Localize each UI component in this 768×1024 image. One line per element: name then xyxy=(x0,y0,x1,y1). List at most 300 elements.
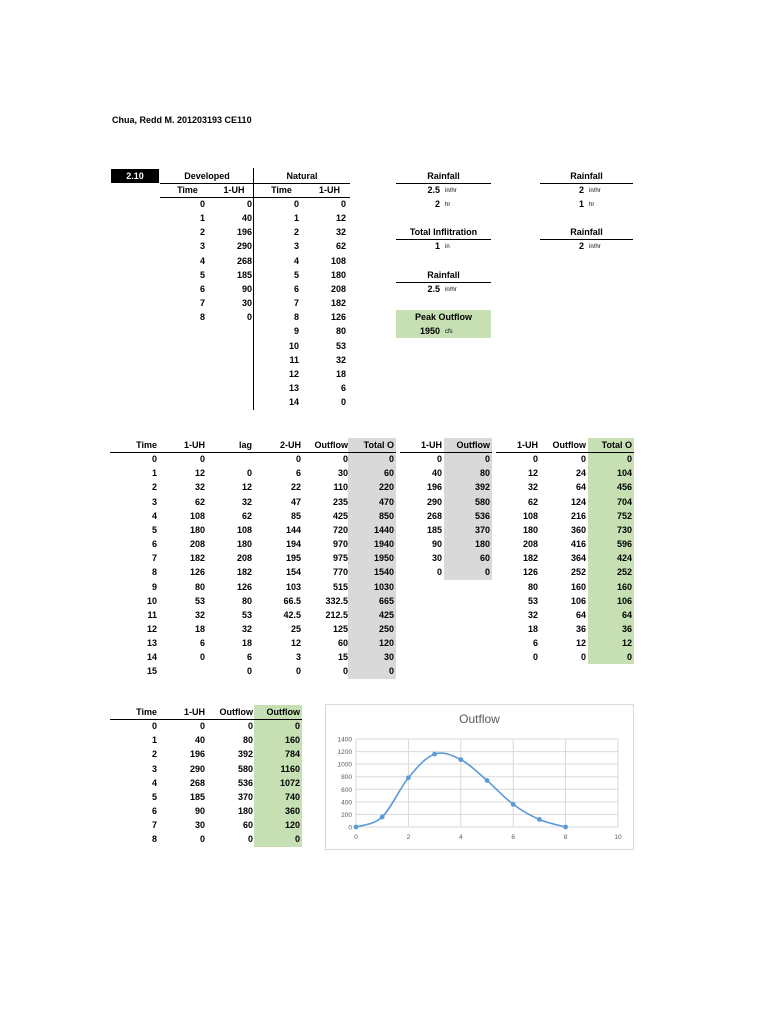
y-tick-label: 600 xyxy=(341,786,352,794)
lag-table-cell: 0 xyxy=(295,454,301,465)
right-table-cell: 104 xyxy=(616,468,632,479)
nat-uh-cell: 180 xyxy=(330,269,346,280)
right-table-cell: 80 xyxy=(527,581,538,592)
right-table-cell: 424 xyxy=(616,553,632,564)
right-table-cell: 180 xyxy=(522,524,538,535)
unit: in xyxy=(445,244,450,250)
bottom-table-header: Outflow xyxy=(219,707,253,717)
bottom-table-cell: 80 xyxy=(242,735,253,746)
lag-table-cell: 0 xyxy=(151,454,157,465)
mid-table-header: 1-UH xyxy=(420,440,442,450)
nat-time-cell: 6 xyxy=(293,283,299,294)
mid-table-cell: 392 xyxy=(474,482,490,493)
dev-time-cell: 2 xyxy=(199,227,205,238)
value: 1950 xyxy=(419,326,440,336)
lag-table-cell: 6 xyxy=(246,652,252,663)
bottom-table-cell: 392 xyxy=(237,749,253,760)
lag-table-cell: 110 xyxy=(333,482,348,493)
lag-table-cell: 1950 xyxy=(373,553,394,564)
right-table-cell: 64 xyxy=(575,482,586,493)
bottom-table-cell: 1160 xyxy=(280,763,300,774)
dev-time-cell: 1 xyxy=(199,213,205,224)
bottom-table-cell: 0 xyxy=(151,721,157,732)
dev-uh-cell: 0 xyxy=(246,312,252,323)
bottom-table-cell: 160 xyxy=(284,735,300,746)
y-tick-label: 200 xyxy=(341,811,352,819)
data-point xyxy=(485,778,490,783)
bottom-table-cell: 290 xyxy=(189,763,205,774)
value: 1 xyxy=(434,241,440,251)
bottom-table-cell: 1 xyxy=(151,735,157,746)
dev-uh-cell: 185 xyxy=(236,269,252,280)
dev-time-cell: 8 xyxy=(199,312,205,323)
lag-table-cell: 32 xyxy=(241,623,252,634)
value: 2.5 xyxy=(427,185,440,195)
lag-table-cell: 11 xyxy=(147,609,157,620)
lag-table-header: Total O xyxy=(363,440,394,450)
lag-table-cell: 125 xyxy=(332,623,348,634)
y-tick-label: 0 xyxy=(348,824,352,832)
lag-table-cell: 18 xyxy=(194,623,205,634)
lag-table-cell: 0 xyxy=(295,666,301,677)
lag-table-cell: 80 xyxy=(241,595,252,606)
x-tick-label: 6 xyxy=(511,834,516,841)
bottom-table-cell: 90 xyxy=(194,806,205,817)
bottom-table-cell: 7 xyxy=(151,820,157,831)
nat-time-cell: 2 xyxy=(293,227,299,238)
lag-table-cell: 1 xyxy=(151,468,157,479)
lag-table-cell: 0 xyxy=(388,666,394,677)
bottom-table-cell: 120 xyxy=(284,820,300,831)
right-table-cell: 208 xyxy=(522,539,538,550)
lag-table-cell: 182 xyxy=(236,567,252,578)
mid-table-cell: 90 xyxy=(431,539,442,550)
right-table-cell: 12 xyxy=(575,638,586,649)
lag-table-cell: 15 xyxy=(337,652,348,663)
lag-table-cell: 250 xyxy=(378,623,394,634)
lag-table-cell: 10 xyxy=(146,595,157,606)
lag-table-cell: 42.5 xyxy=(283,609,301,620)
nat-time-cell: 11 xyxy=(289,354,299,365)
bottom-table-cell: 536 xyxy=(237,777,253,788)
dev-uh-cell: 90 xyxy=(241,283,252,294)
lag-table-cell: 12 xyxy=(241,482,252,493)
lag-table-cell: 30 xyxy=(337,468,348,479)
nat-time-cell: 9 xyxy=(293,326,299,337)
right-table-cell: 64 xyxy=(575,609,586,620)
lag-table-cell: 12 xyxy=(290,638,301,649)
unit: hr xyxy=(445,202,451,208)
nat-time-cell: 13 xyxy=(288,382,299,393)
right-table-cell: 0 xyxy=(532,652,538,663)
bottom-table-cell: 4 xyxy=(151,777,157,788)
dev-uh-cell: 196 xyxy=(236,227,252,238)
mid-table-cell: 0 xyxy=(436,567,442,578)
bottom-table-cell: 6 xyxy=(151,806,157,817)
lag-table-cell: 182 xyxy=(189,553,205,564)
nat-time-cell: 8 xyxy=(293,312,299,323)
lag-table-cell: 0 xyxy=(199,454,205,465)
lag-table-cell: 770 xyxy=(332,567,348,578)
x-tick-label: 0 xyxy=(354,834,358,841)
right-table-cell: 0 xyxy=(532,454,538,465)
bottom-table-cell: 784 xyxy=(284,749,300,760)
lag-table-cell: 180 xyxy=(189,524,205,535)
lag-table-cell: 975 xyxy=(332,553,348,564)
nat-uh-cell: 0 xyxy=(340,199,346,209)
lag-table-cell: 60 xyxy=(337,638,348,649)
right-table-cell: 12 xyxy=(527,468,538,479)
lag-table-cell: 25 xyxy=(290,623,301,634)
bottom-table-cell: 30 xyxy=(194,820,205,831)
right-table-cell: 12 xyxy=(621,638,632,649)
lag-table-cell: 208 xyxy=(236,553,252,564)
right-table-cell: 752 xyxy=(616,510,632,521)
nat-uh-cell: 208 xyxy=(330,283,346,294)
value: 1 xyxy=(578,199,584,209)
mid-table-header: Outflow xyxy=(456,440,490,450)
unit: hr xyxy=(589,202,595,208)
nat-uh-cell: 12 xyxy=(335,213,346,224)
lag-table-cell: 665 xyxy=(378,595,394,606)
right-table-cell: 0 xyxy=(626,454,632,465)
nat-uh-cell: 108 xyxy=(330,255,346,266)
lag-table-cell: 126 xyxy=(189,567,205,578)
data-point xyxy=(354,825,359,830)
mid-table-cell: 185 xyxy=(426,524,442,535)
lag-table-cell: 332.5 xyxy=(325,595,348,606)
right-table-cell: 124 xyxy=(570,496,586,507)
nat-uh-cell: 0 xyxy=(340,397,346,408)
lag-table-cell: 108 xyxy=(236,524,252,535)
rainfall-1-label: Rainfall xyxy=(427,171,460,181)
nat-time-cell: 14 xyxy=(288,397,299,408)
lag-table-cell: 1030 xyxy=(373,581,394,592)
mid-table-cell: 0 xyxy=(436,454,442,465)
bottom-table-cell: 0 xyxy=(199,721,205,732)
lag-table-cell: 2 xyxy=(151,482,157,493)
right-table-cell: 182 xyxy=(522,553,538,564)
bottom-table-cell: 60 xyxy=(242,820,253,831)
lag-table-cell: 425 xyxy=(332,510,348,521)
y-tick-label: 800 xyxy=(341,774,352,782)
nat-time-cell: 7 xyxy=(293,298,299,309)
value: 2 xyxy=(578,185,584,195)
peak-outflow-label: Peak Outflow xyxy=(396,310,491,324)
right-table-header: 1-UH xyxy=(516,440,538,450)
lag-table-cell: 850 xyxy=(378,510,394,521)
lag-table-cell: 720 xyxy=(332,524,348,535)
lag-table-cell: 53 xyxy=(241,609,252,620)
mid-table-cell: 0 xyxy=(484,567,490,578)
lag-table-header: 2-UH xyxy=(279,440,301,450)
data-point xyxy=(458,757,463,762)
bottom-table-cell: 740 xyxy=(284,791,300,802)
nat-time-cell: 5 xyxy=(293,269,299,280)
right-table-cell: 0 xyxy=(580,652,586,663)
lag-table-cell: 126 xyxy=(236,581,252,592)
unit: cfs xyxy=(445,329,453,335)
right-table-cell: 24 xyxy=(575,468,586,479)
value: 2 xyxy=(434,199,440,209)
mid-table-cell: 80 xyxy=(479,468,490,479)
lag-table-cell: 7 xyxy=(151,553,157,564)
dev-time-cell: 3 xyxy=(199,241,205,252)
bottom-table-cell: 0 xyxy=(294,834,300,845)
lag-table-cell: 0 xyxy=(246,666,252,677)
lag-table-cell: 180 xyxy=(236,539,252,550)
lag-table-cell: 12 xyxy=(194,468,205,479)
mid-table-cell: 290 xyxy=(426,496,442,507)
lag-table-cell: 108 xyxy=(189,510,205,521)
mid-table-cell: 0 xyxy=(484,454,490,465)
unit: in/hr xyxy=(589,244,601,250)
bottom-table-cell: 360 xyxy=(284,806,300,817)
dev-time-cell: 6 xyxy=(199,283,205,294)
lag-table-cell: 195 xyxy=(285,553,301,564)
right-table-cell: 106 xyxy=(616,595,632,606)
right-table-cell: 36 xyxy=(575,623,586,634)
y-tick-label: 400 xyxy=(341,799,352,807)
lag-table-cell: 22 xyxy=(290,482,301,493)
nat-time-cell: 0 xyxy=(293,199,299,209)
bottom-table-cell: 370 xyxy=(237,791,253,802)
right-table-header: Outflow xyxy=(552,440,586,450)
right-table-cell: 704 xyxy=(616,496,632,507)
dev-time-header: Time xyxy=(177,185,198,195)
lag-table-cell: 47 xyxy=(290,496,301,507)
lag-table-cell: 3 xyxy=(295,652,301,663)
nat-time-cell: 10 xyxy=(288,340,299,351)
lag-table-cell: 0 xyxy=(342,666,348,677)
lag-table-header: Time xyxy=(136,440,157,450)
x-tick-label: 8 xyxy=(563,834,568,841)
right-table-cell: 18 xyxy=(527,623,538,634)
nat-uh-cell: 182 xyxy=(330,298,346,309)
mid-table-cell: 40 xyxy=(431,468,442,479)
lag-table-cell: 5 xyxy=(151,524,157,535)
right-table-cell: 596 xyxy=(616,539,632,550)
nat-uh-cell: 80 xyxy=(335,326,346,337)
lag-table-cell: 32 xyxy=(241,496,252,507)
lag-table-cell: 212.5 xyxy=(325,609,348,620)
lag-table-cell: 3 xyxy=(151,496,157,507)
nat-uh-cell: 62 xyxy=(335,241,346,252)
x-tick-label: 2 xyxy=(406,834,411,841)
lag-table-cell: 32 xyxy=(194,609,205,620)
right-table-cell: 252 xyxy=(616,567,632,578)
dev-uh-cell: 290 xyxy=(236,241,252,252)
data-point xyxy=(432,752,437,757)
value: 2 xyxy=(578,241,584,251)
right-table-cell: 730 xyxy=(616,524,632,535)
lag-table-cell: 0 xyxy=(388,454,394,465)
lag-table-cell: 220 xyxy=(378,482,394,493)
lag-table-cell: 208 xyxy=(189,539,205,550)
outflow-chart xyxy=(325,704,634,850)
bottom-table-cell: 0 xyxy=(247,721,253,732)
bottom-table-cell: 268 xyxy=(189,777,205,788)
nat-time-cell: 12 xyxy=(288,368,299,379)
lag-table-cell: 970 xyxy=(332,539,348,550)
bottom-table-cell: 180 xyxy=(237,806,253,817)
right-table-cell: 64 xyxy=(621,609,632,620)
nat-uh-cell: 6 xyxy=(340,382,346,393)
right-table-cell: 53 xyxy=(527,595,538,606)
right-table-cell: 360 xyxy=(570,524,586,535)
lag-table-cell: 32 xyxy=(194,482,205,493)
lag-table-cell: 62 xyxy=(241,510,252,521)
bottom-table-cell: 40 xyxy=(194,735,205,746)
chart-title: Outflow xyxy=(459,712,500,726)
dev-time-cell: 7 xyxy=(199,298,205,309)
lag-table-cell: 53 xyxy=(194,595,205,606)
y-tick-label: 1000 xyxy=(337,761,352,769)
lag-table-cell: 66.5 xyxy=(283,595,301,606)
lag-table-cell: 120 xyxy=(378,638,394,649)
dev-time-cell: 0 xyxy=(199,199,205,209)
lag-table-cell: 13 xyxy=(146,638,157,649)
lag-table-cell: 0 xyxy=(246,468,252,479)
right-table-cell: 216 xyxy=(570,510,586,521)
bottom-table-cell: 580 xyxy=(237,763,253,774)
right-table-cell: 126 xyxy=(522,567,538,578)
dev-time-cell: 5 xyxy=(199,269,205,280)
lag-table-cell: 80 xyxy=(194,581,205,592)
right-table-cell: 32 xyxy=(527,482,538,493)
unit: in/hr xyxy=(589,188,601,194)
y-tick-label: 1400 xyxy=(337,736,352,744)
rainfall-2-label: Rainfall xyxy=(427,270,460,280)
dev-uh-cell: 268 xyxy=(236,255,252,266)
nat-time-cell: 3 xyxy=(293,241,299,252)
lag-table-cell: 15 xyxy=(146,666,157,677)
right-table-cell: 416 xyxy=(570,539,586,550)
right-table-cell: 252 xyxy=(570,567,586,578)
bottom-table-cell: 196 xyxy=(189,749,205,760)
right-table-header: Total O xyxy=(601,440,632,450)
nat-uh-cell: 18 xyxy=(335,368,346,379)
right-table-cell: 0 xyxy=(626,652,632,663)
right-table-cell: 32 xyxy=(527,609,538,620)
problem-label: 2.10 xyxy=(111,169,159,183)
bottom-table-cell: 0 xyxy=(294,721,300,732)
author-line: Chua, Redd M. 201203193 CE110 xyxy=(112,115,252,125)
lag-table-header: 1-UH xyxy=(183,440,205,450)
right-table-cell: 160 xyxy=(616,581,632,592)
lag-table-cell: 6 xyxy=(295,468,301,479)
mid-table-cell: 60 xyxy=(479,553,490,564)
lag-table-cell: 103 xyxy=(285,581,301,592)
right-table-cell: 6 xyxy=(532,638,538,649)
mid-table-cell: 536 xyxy=(474,510,490,521)
nat-uh-header: 1-UH xyxy=(318,185,340,195)
right-table-cell: 108 xyxy=(522,510,538,521)
lag-table-cell: 235 xyxy=(332,496,348,507)
right-table-cell: 364 xyxy=(570,553,586,564)
right-table-cell: 106 xyxy=(570,595,586,606)
bottom-table-cell: 2 xyxy=(151,749,157,760)
lag-table-cell: 515 xyxy=(332,581,348,592)
chart-plot xyxy=(326,705,633,849)
right-table-cell: 456 xyxy=(616,482,632,493)
data-point xyxy=(563,825,568,830)
unit: in/hr xyxy=(445,188,457,194)
bottom-table-cell: 5 xyxy=(151,791,157,802)
lag-table-cell: 144 xyxy=(285,524,301,535)
lag-table-cell: 85 xyxy=(290,510,301,521)
data-point xyxy=(380,815,385,820)
bottom-table-header: Time xyxy=(136,707,157,717)
mid-table-cell: 196 xyxy=(426,482,442,493)
data-point xyxy=(537,817,542,822)
lag-table-cell: 6 xyxy=(151,539,157,550)
nat-time-cell: 4 xyxy=(293,255,299,266)
data-point xyxy=(406,775,411,780)
nat-uh-cell: 32 xyxy=(335,227,346,238)
lag-table-cell: 470 xyxy=(378,496,394,507)
data-point xyxy=(511,802,516,807)
group-developed: Developed xyxy=(184,171,230,181)
bottom-table-cell: 185 xyxy=(189,791,205,802)
lag-table-cell: 425 xyxy=(378,609,394,620)
lag-table-cell: 1440 xyxy=(373,524,394,535)
mid-table-cell: 580 xyxy=(474,496,490,507)
lag-table-cell: 12 xyxy=(146,623,157,634)
lag-table-cell: 4 xyxy=(151,510,157,521)
bottom-table-cell: 0 xyxy=(247,834,253,845)
dev-time-cell: 4 xyxy=(199,255,205,266)
right-table-cell: 160 xyxy=(570,581,586,592)
nat-time-cell: 1 xyxy=(293,213,299,224)
dev-uh-header: 1-UH xyxy=(223,185,245,195)
lag-table-cell: 0 xyxy=(342,454,348,465)
lag-table-cell: 1540 xyxy=(373,567,394,578)
nat-uh-cell: 32 xyxy=(335,354,346,365)
mid-table-cell: 180 xyxy=(474,539,490,550)
infiltration-label: Total Inflitration xyxy=(409,227,478,237)
lag-table-header: Outflow xyxy=(314,440,348,450)
lag-table-cell: 194 xyxy=(285,539,301,550)
lag-table-header: lag xyxy=(238,440,252,450)
lag-table-cell: 30 xyxy=(383,652,394,663)
nat-uh-cell: 53 xyxy=(335,340,346,351)
lag-table-cell: 60 xyxy=(383,468,394,479)
unit: in/hr xyxy=(445,287,457,293)
bottom-table-cell: 0 xyxy=(199,834,205,845)
lag-table-cell: 0 xyxy=(199,652,205,663)
value: 2.5 xyxy=(427,284,440,294)
right-table-cell: 62 xyxy=(527,496,538,507)
x-tick-label: 10 xyxy=(614,834,622,841)
nat-uh-cell: 126 xyxy=(330,312,346,323)
dev-uh-cell: 40 xyxy=(241,213,252,224)
dev-uh-cell: 0 xyxy=(246,199,252,209)
lag-table-cell: 1940 xyxy=(373,539,394,550)
rainfall-4-label: Rainfall xyxy=(570,227,603,237)
bottom-table-header: 1-UH xyxy=(183,707,205,717)
peak-outflow-value xyxy=(396,324,491,338)
rainfall-3-label: Rainfall xyxy=(570,171,603,181)
lag-table-cell: 18 xyxy=(241,638,252,649)
mid-table-cell: 30 xyxy=(431,553,442,564)
dev-uh-cell: 30 xyxy=(241,298,252,309)
lag-table-cell: 14 xyxy=(146,652,157,663)
bottom-table-cell: 3 xyxy=(151,763,157,774)
x-tick-label: 4 xyxy=(458,834,463,841)
lag-table-cell: 62 xyxy=(194,496,205,507)
lag-table-cell: 6 xyxy=(199,638,205,649)
